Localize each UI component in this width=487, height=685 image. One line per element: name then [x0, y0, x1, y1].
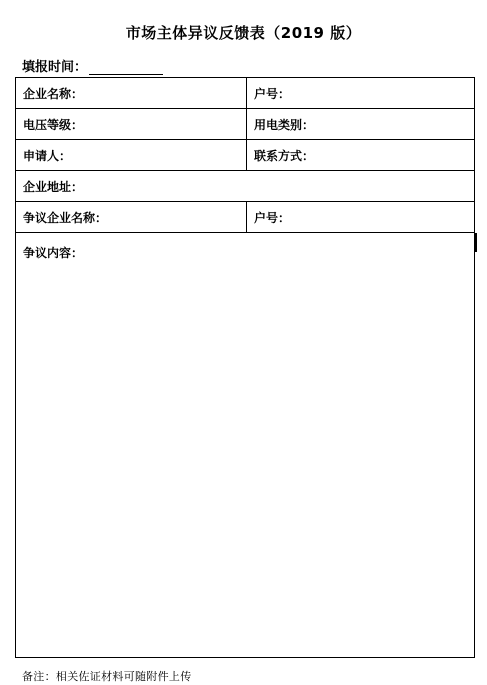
- voltage-level-field[interactable]: 电压等级：: [16, 109, 247, 139]
- company-name-field[interactable]: 企业名称：: [16, 78, 247, 108]
- form-row-address: [16, 171, 474, 202]
- form-row-disputed-company: [16, 202, 474, 233]
- dispute-content-field[interactable]: 争议内容：: [23, 246, 84, 260]
- form-row-applicant: [16, 140, 474, 171]
- form-title: 市场主体异议反馈表（2019 版）: [125, 24, 362, 42]
- form-row-voltage: [16, 109, 474, 140]
- disputed-account-number-field[interactable]: 户号：: [254, 210, 291, 225]
- fill-time-blank[interactable]: [89, 60, 163, 75]
- company-address-field[interactable]: 企业地址：: [23, 179, 84, 194]
- fill-time-label: 填报时间：: [22, 60, 88, 75]
- form-table: [15, 77, 475, 658]
- form-row-dispute-content: [16, 233, 474, 657]
- electricity-category-field[interactable]: 用电类别：: [254, 117, 315, 132]
- fill-time-field: [22, 56, 163, 75]
- contact-field[interactable]: 联系方式：: [254, 148, 315, 163]
- edge-mark: [475, 233, 477, 252]
- applicant-field[interactable]: 申请人：: [16, 140, 247, 170]
- disputed-company-name-field[interactable]: 争议企业名称：: [16, 202, 247, 232]
- footnote: 备注：相关佐证材料可随附件上传: [22, 670, 192, 683]
- form-row-company: [16, 78, 474, 109]
- account-number-field[interactable]: 户号：: [254, 86, 291, 101]
